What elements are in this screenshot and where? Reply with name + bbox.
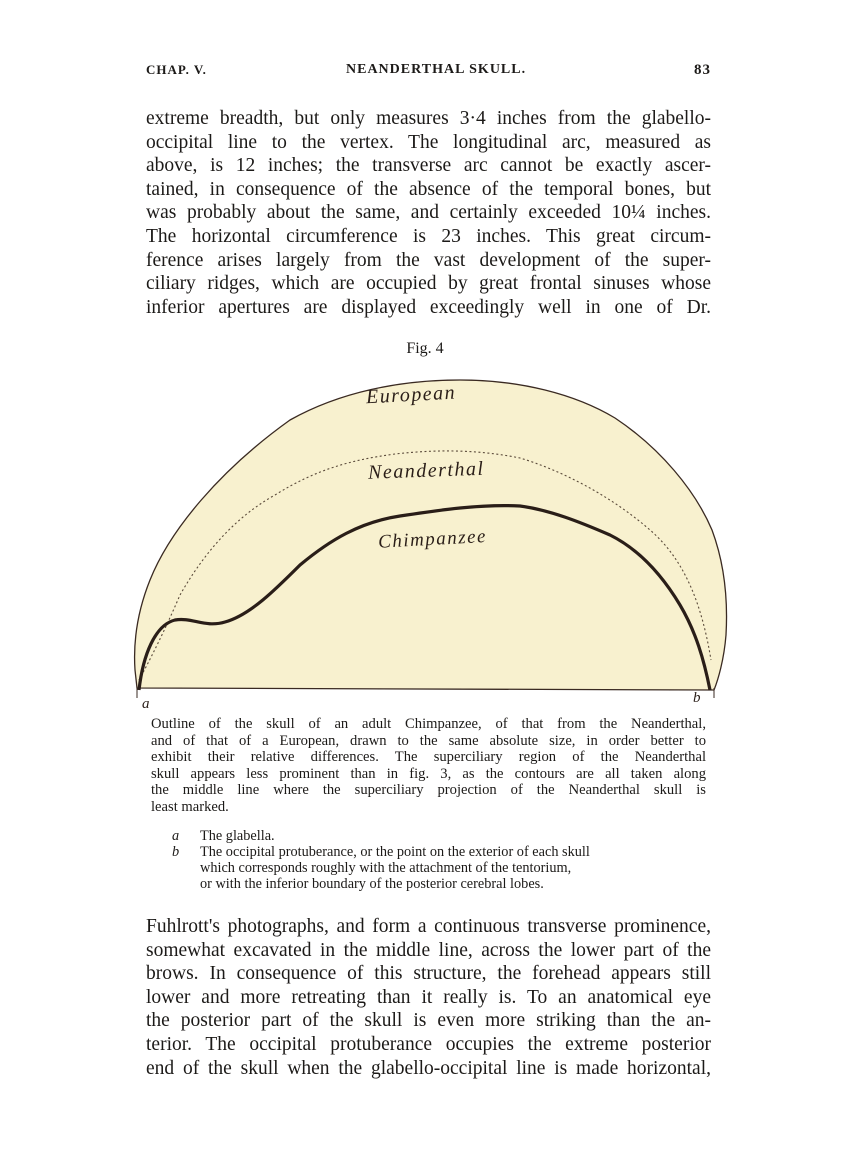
- text-line: Fuhlrott's photographs, and form a continuous transverse prominence,: [146, 916, 711, 937]
- text-line: terior. The occipital protuberance occupies the extreme posterior: [146, 1033, 711, 1055]
- text-line: end of the skull when the glabello-occipital line is made horizontal,: [146, 1057, 711, 1079]
- legend-letter: b: [172, 844, 180, 860]
- caption-line: skull appears less prominent than in fig. 3, as the contours are all taken along: [151, 765, 706, 782]
- legend-text: The occipital protuberance, or the point on the exterior of each skull which corresponds roughly with the attachment of the tentorium, or with the inferior boundary of the posterior cerebral lobes.: [200, 844, 590, 892]
- chimpanzee-label: Chimpanzee: [377, 526, 488, 553]
- point-b-label: b: [693, 690, 701, 706]
- text-line: ference arises largely from the vast development of the super-: [146, 249, 711, 271]
- legend-text: The glabella.: [200, 828, 275, 844]
- running-title: NEANDERTHAL SKULL.: [346, 62, 527, 77]
- legend-item-b: [172, 844, 712, 892]
- text-line: was probably about the same, and certainly exceeded 10¼ inches.: [146, 202, 711, 224]
- text-line: above, is 12 inches; the transverse arc cannot be exactly ascer-: [146, 155, 711, 177]
- paragraph-top: [146, 107, 711, 319]
- caption-line: exhibit their relative differences. The superciliary region of the Neanderthal: [151, 749, 706, 765]
- figure-label: Fig. 4: [406, 340, 444, 357]
- text-line: tained, in consequence of the absence of the temporal bones, but: [146, 178, 711, 200]
- figure-caption: [151, 716, 706, 815]
- page-number: 83: [694, 62, 711, 78]
- figure-legend: [172, 828, 712, 892]
- legend-item-a: [172, 828, 712, 844]
- running-header: [146, 62, 711, 86]
- skull-outline-figure: [0, 370, 850, 710]
- text-line: The horizontal circumference is 23 inches. This great circum-: [146, 225, 711, 247]
- paragraph-bottom: [146, 915, 711, 1080]
- caption-line: Outline of the skull of an adult Chimpanzee, of that from the Neanderthal,: [151, 716, 706, 732]
- text-line: occipital line to the vertex. The longitudinal arc, measured as: [146, 131, 711, 153]
- caption-line: least marked.: [151, 798, 229, 815]
- text-line: lower and more retreating than it really is. To an anatomical eye: [146, 986, 711, 1008]
- text-line: extreme breadth, but only measures 3·4 inches from the glabello-: [146, 108, 711, 129]
- caption-line: and of that of a European, drawn to the same absolute size, in order better to: [151, 732, 706, 749]
- text-line: the posterior part of the skull is even more striking than the an-: [146, 1010, 711, 1032]
- text-line: ciliary ridges, which are occupied by great frontal sinuses whose: [146, 273, 711, 295]
- text-line: brows. In consequence of this structure, the forehead appears still: [146, 963, 711, 985]
- text-line: inferior apertures are displayed exceedingly well in one of Dr.: [146, 296, 711, 318]
- neanderthal-label: Neanderthal: [367, 457, 485, 484]
- chapter-label: CHAP. V.: [146, 62, 207, 77]
- european-label: European: [365, 381, 457, 409]
- caption-line: the middle line where the superciliary projection of the Neanderthal skull is: [151, 782, 706, 798]
- point-a-label: a: [142, 696, 150, 710]
- text-line: somewhat excavated in the middle line, across the lower part of the: [146, 939, 711, 961]
- legend-letter: a: [172, 828, 180, 844]
